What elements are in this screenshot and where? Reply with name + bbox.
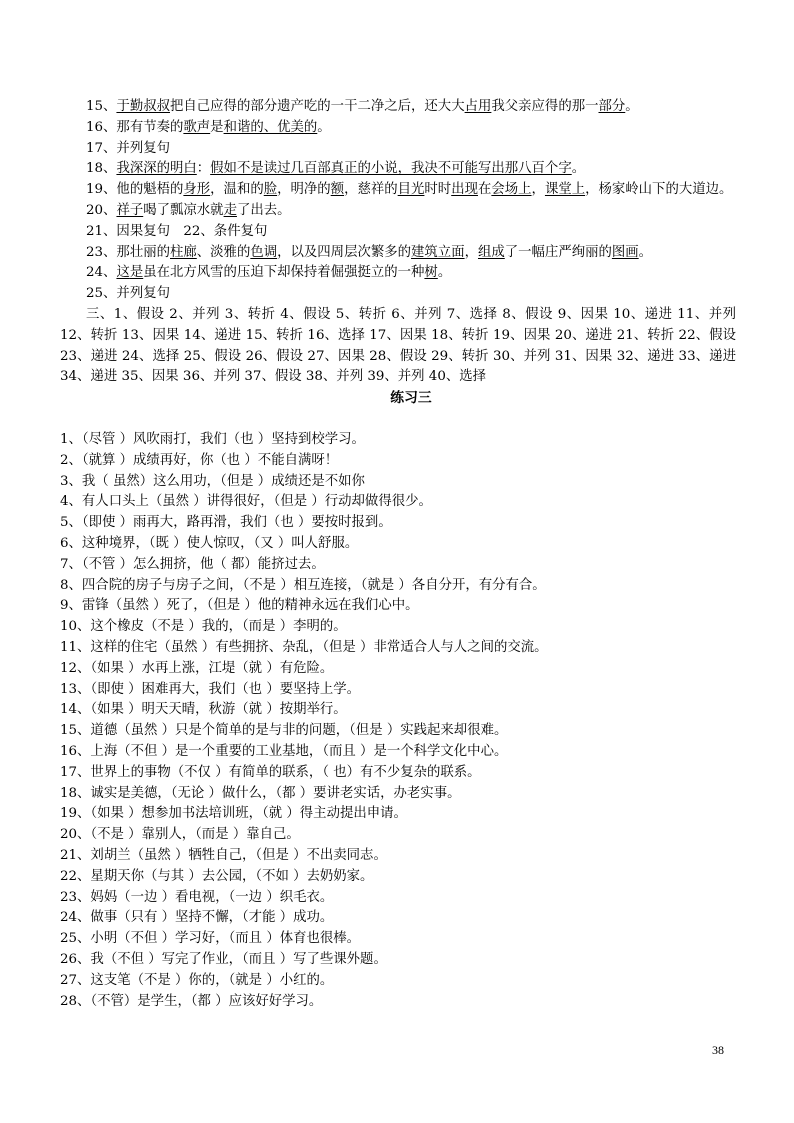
text: 。 [437, 265, 452, 281]
answer-21-22: 21、因果复句 22、条件复句 [86, 223, 268, 239]
answer-23 [60, 243, 736, 264]
exercise-title: 练习三 [390, 390, 432, 407]
underlined-text: 色调 [250, 244, 278, 260]
underlined-text: 图画 [611, 244, 639, 260]
text: 。 [638, 244, 653, 260]
underlined-text: 祥子 [116, 202, 144, 218]
exercise-item: 2、（就算 ）成绩再好，你（也 ）不能自满呀！ [60, 452, 339, 468]
underlined-text: 部分 [598, 99, 626, 114]
answer-18 [60, 159, 736, 180]
underlined-text: 目光 [397, 182, 425, 198]
text: 19、他的魁梧的 [86, 182, 184, 198]
underlined-text: 课堂上 [544, 182, 586, 198]
text: ，以及四周层次繁多的 [277, 244, 412, 260]
exercise-item: 10、这个橡皮（不是 ）我的，（而是 ）李明的。 [60, 619, 347, 635]
exercise-item: 21、刘胡兰（虽然 ）牺牲自己，（但是 ）不出卖同志。 [60, 847, 387, 863]
exercise-item: 24、做事（只有 ）坚持不懈，（才能 ）成功。 [60, 910, 334, 926]
exercise-item: 18、诚实是美德，（无论 ）做什么，（都 ）要讲老实话，办老实事。 [60, 785, 461, 801]
text: 15、 [86, 99, 117, 114]
text: ，慈祥的 [344, 182, 398, 198]
answer-20 [60, 201, 736, 222]
exercise-item: 22、星期天你（与其 ）去公园，（不如 ）去奶奶家。 [60, 868, 374, 884]
exercise-item: 11、这样的住宅（虽然 ）有些拥挤、杂乱，（但是 ）非常适合人与人之间的交流。 [60, 639, 548, 655]
text: 了出去 [236, 202, 278, 218]
text: 。 [719, 182, 733, 198]
exercise-item: 9、雷锋（虽然 ）死了，（但是 ）他的精神永远在我们心中。 [60, 598, 419, 614]
underlined-text: 出现 [451, 182, 478, 198]
underlined-text: 假如不是读过几百部真正的小说，我决不可能写出那八百个字 [210, 161, 572, 177]
exercise-item: 13、（即使 ）困难再大，我们（也 ）要坚持上学。 [60, 681, 361, 697]
text: 。 [277, 202, 291, 218]
text: 。 [625, 99, 639, 114]
text: 我父亲应得的那一 [491, 99, 599, 114]
underlined-text: 是 [129, 265, 144, 281]
exercise-item: 20、（不是 ）靠别人，（而是 ）靠自己。 [60, 827, 300, 843]
text: ，温和的 [210, 182, 264, 198]
answer-15 [60, 97, 736, 118]
exercise-item: 17、世界上的事物（不仅 ）有简单的联系，（ 也）有不少复杂的联系。 [60, 764, 481, 780]
exercise-item: 16、上海（不但 ）是一个重要的工业基地，（而且 ）是一个科学文化中心。 [60, 743, 508, 759]
exercise-item: 23、妈妈（一边 ）看电视，（一边 ）织毛衣。 [60, 889, 334, 905]
text: ， [531, 182, 545, 198]
exercise-item: 6、这种境界，（既 ）使人惊叹，（又 ）叫人舒服。 [60, 535, 359, 551]
underlined-text: 身形 [183, 182, 211, 198]
underlined-text: 额 [330, 182, 345, 198]
text: 。 [317, 119, 331, 135]
exercise-item: 1、（尽管 ）风吹雨打，我们（也 ）坚持到校学习。 [60, 432, 365, 447]
section-three-answers: 三、1、假设 2、并列 3、转折 4、假设 5、转折 6、并列 7、选择 8、假设 9、因果 10、递进 11、并列 12、转折 13、因果 14、递进 15、转折 16、选择 17、因果 18、转折 19、因果 20、递进 21、转折 22、假设 23、递进 24、选择 25、假设 26、假设 27、因果 28、假设 29、转折 30、并列 31、因果 32、递进 33、递进 34、递进 35、因果 36、并列 37、假设 38、并列 39、并列 40、选择 [60, 306, 736, 385]
exercise-list [60, 430, 736, 1012]
text: 。 [571, 161, 586, 177]
underlined-text: 和谐的、优美的 [223, 119, 318, 135]
text: 时时 [424, 182, 452, 198]
exercise-item: 7、（不管 ）怎么拥挤，他（ 都）能挤过去。 [60, 556, 325, 572]
text: 了一幅庄严绚丽的 [504, 244, 612, 260]
text: ： [196, 161, 211, 177]
exercise-item: 27、这支笔（不是 ）你的，（就是 ）小红的。 [60, 972, 334, 988]
underlined-text: 柱廊 [170, 244, 197, 260]
exercise-item: 28、（不管）是学生，（都 ）应该好好学习。 [60, 993, 323, 1009]
exercise-item: 25、小明（不但 ）学习好，（而且 ）体育也很棒。 [60, 931, 361, 947]
answer-17: 17、并列复句 [86, 140, 170, 156]
text: 24、 [86, 265, 117, 281]
exercise-item: 19、（如果 ）想参加书法培训班，（就 ）得主动提出申请。 [60, 806, 407, 822]
exercise-item: 26、我（不但 ）写完了作业，（而且 ）写了些课外题。 [60, 951, 387, 967]
text: 把自己应得的部分遗产吃的一干二净之后，还大大 [170, 99, 465, 114]
exercise-item: 15、道德（虽然 ）只是个简单的是与非的问题，（但是 ）实践起来却很难。 [60, 723, 508, 739]
answer-16 [60, 118, 736, 139]
underlined-text: 组成 [477, 244, 505, 260]
exercise-item: 5、（即使 ）雨再大，路再滑，我们（也 ）要按时报到。 [60, 515, 392, 531]
underlined-text: 建筑立面 [411, 244, 465, 260]
text: 在 [477, 182, 492, 198]
text: 、淡雅的 [196, 244, 251, 260]
text: 20、 [86, 202, 117, 218]
answer-24 [60, 263, 736, 284]
underlined-text: 树 [424, 265, 438, 281]
exercise-item: 12、（如果 ）水再上涨，江堤（就 ）有危险。 [60, 660, 334, 676]
text: 18、 [86, 161, 117, 177]
page-number: 38 [712, 1043, 724, 1057]
text: ，杨家岭山下的大道边 [585, 182, 720, 198]
text: 喝了瓢凉水就 [143, 202, 224, 218]
answer-25: 25、并列复句 [86, 286, 170, 302]
text: 虽在北方风雪的压迫下却保持着倔强挺立的一种 [143, 265, 425, 281]
text: ， [464, 244, 478, 260]
underlined-text: 我深深的明白 [116, 161, 197, 177]
text: 23、那壮丽的 [86, 244, 170, 260]
text: 是 [210, 119, 224, 135]
exercise-item: 14、（如果 ）明天天晴，秋游（就 ）按期举行。 [60, 702, 347, 718]
exercise-item: 3、我（ 虽然）这么用功，（但是 ）成绩还是不如你 [60, 473, 365, 489]
exercise-item: 8、四合院的房子与房子之间，（不是 ）相互连接，（就是 ）各自分开，有分有合。 [60, 577, 546, 593]
underlined-text: 占用 [464, 99, 492, 114]
exercise-item: 4、有人口头上（虽然 ）讲得很好，（但是 ）行动却做得很少。 [60, 494, 432, 510]
underlined-text: 歌声 [183, 119, 211, 135]
answer-19 [60, 180, 736, 201]
underlined-text: 这 [116, 265, 130, 281]
underlined-text: 会场上 [491, 182, 532, 198]
underlined-text: 脸 [263, 182, 278, 198]
underlined-text: 走 [223, 202, 237, 218]
text: ，明净的 [277, 182, 331, 198]
answer-block-section-two [60, 97, 736, 409]
text: 16、那有节奏的 [86, 119, 184, 135]
underlined-text: 于勤叔叔 [116, 99, 170, 114]
